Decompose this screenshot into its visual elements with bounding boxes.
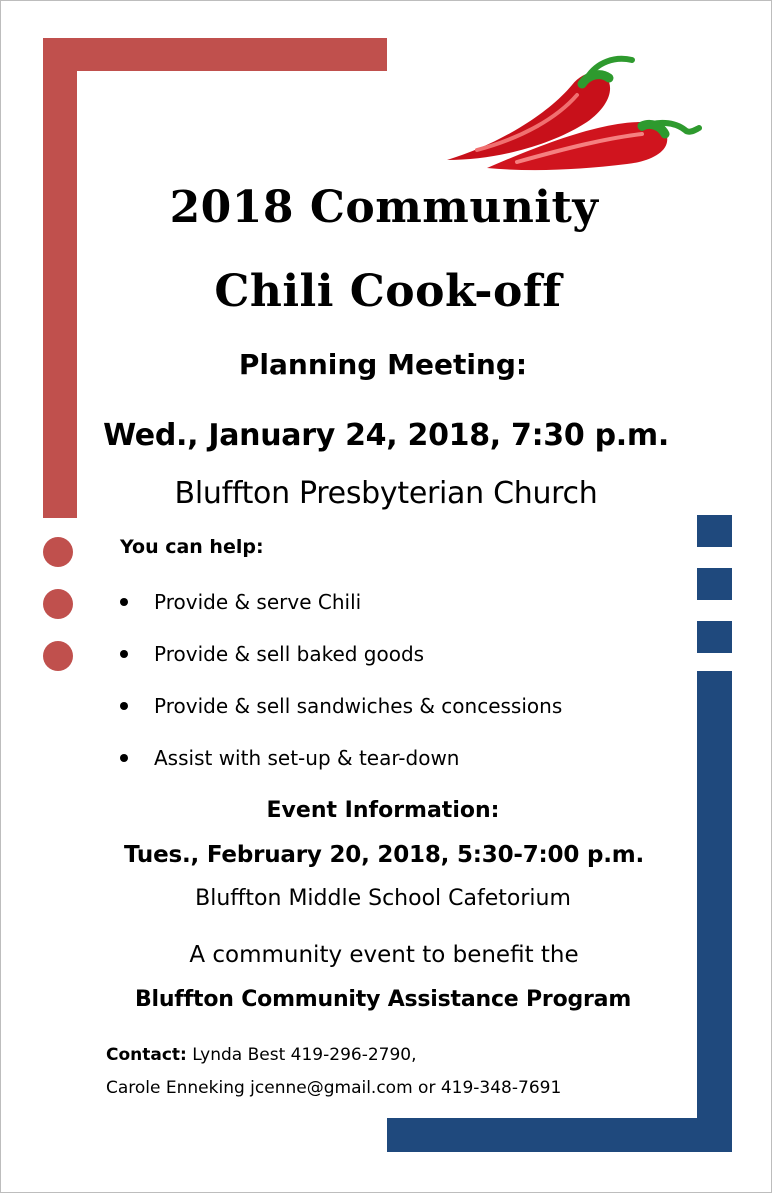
blue-square-2 xyxy=(697,568,732,600)
chili-pepper-icon xyxy=(437,50,705,180)
list-item: Provide & sell baked goods xyxy=(116,632,562,684)
list-item: Provide & serve Chili xyxy=(116,580,562,632)
title-line-1: 2018 Community xyxy=(169,182,599,233)
red-dot-3 xyxy=(43,641,73,671)
help-list xyxy=(116,580,562,788)
event-heading: Event Information: xyxy=(266,798,500,823)
program-name: Bluffton Community Assistance Program xyxy=(134,987,632,1012)
list-item: Assist with set-up & tear-down xyxy=(116,736,562,788)
contact-label: Contact: xyxy=(106,1045,187,1065)
contact-line-2: Carole Enneking jcenne@gmail.com or 419-348-7691 xyxy=(106,1078,562,1098)
blue-square-1 xyxy=(697,515,732,547)
title-line-2: Chili Cook-off xyxy=(214,266,562,317)
benefit-line: A community event to benefit the xyxy=(189,942,579,968)
contact-line-1 xyxy=(106,1045,417,1065)
help-heading: You can help: xyxy=(120,536,264,558)
planning-heading: Planning Meeting: xyxy=(238,348,528,381)
blue-square-3 xyxy=(697,621,732,653)
red-dot-1 xyxy=(43,537,73,567)
list-item: Provide & sell sandwiches & concessions xyxy=(116,684,562,736)
blue-right-bar xyxy=(697,671,732,1152)
event-venue: Bluffton Middle School Cafetorium xyxy=(195,886,571,911)
red-top-bar xyxy=(43,38,387,71)
planning-venue: Bluffton Presbyterian Church xyxy=(174,476,598,511)
red-dot-2 xyxy=(43,589,73,619)
contact-primary: Lynda Best 419-296-2790, xyxy=(186,1045,417,1065)
event-datetime: Tues., February 20, 2018, 5:30-7:00 p.m. xyxy=(123,842,645,868)
blue-bottom-bar xyxy=(387,1118,732,1152)
planning-datetime: Wed., January 24, 2018, 7:30 p.m. xyxy=(103,418,669,453)
